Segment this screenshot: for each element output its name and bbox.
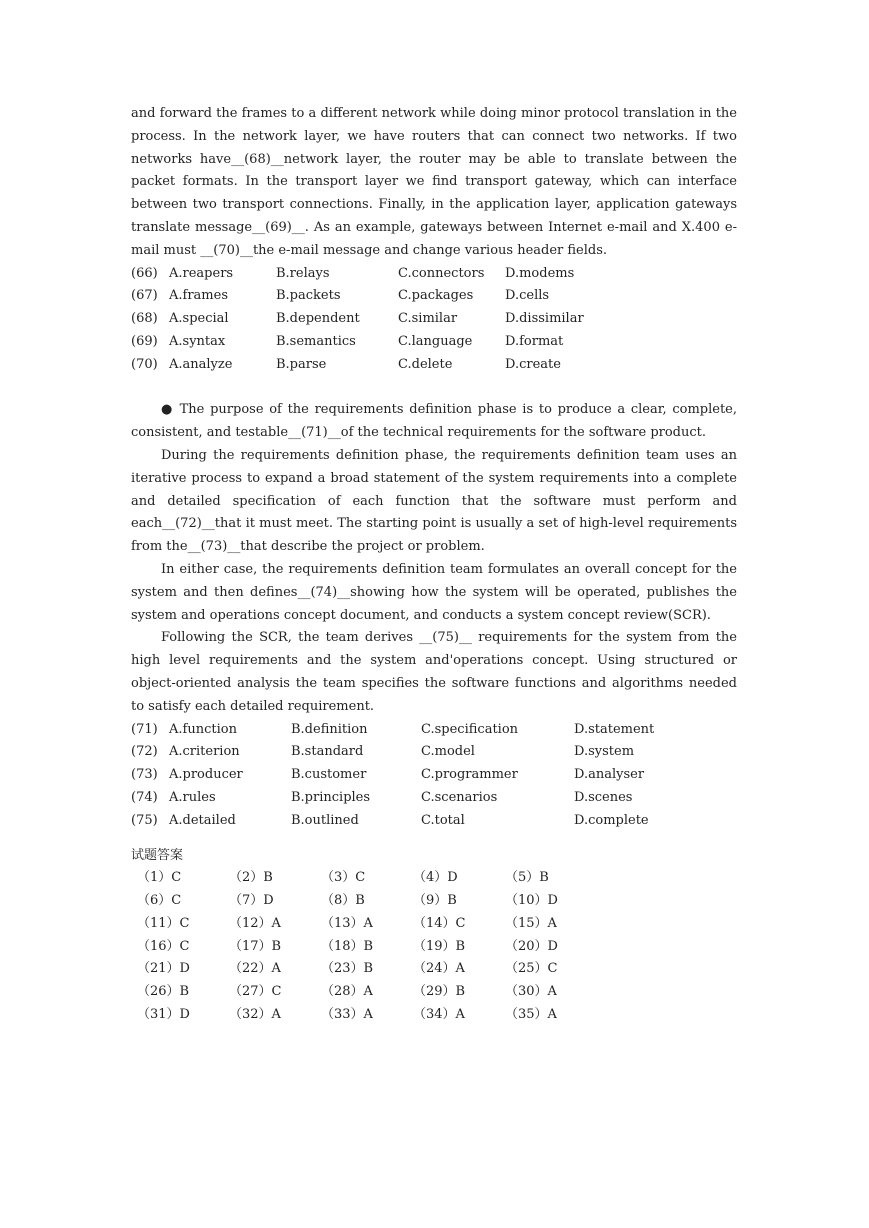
answer-row: （26）B （27）C （28）A （29）B （30）A — [137, 984, 557, 1000]
option-row: (69) A.syntax B.semantics C.language D.format — [131, 333, 564, 349]
option-row: (74) A.rules B.principles C.scenarios D.scenes — [131, 789, 633, 805]
answer-row: （6）C （7）D （8）B （9）B （10）D — [137, 893, 558, 909]
options-71-75 — [131, 719, 737, 833]
answer-row: （1）C （2）B （3）C （4）D （5）B — [137, 870, 549, 886]
answers-heading: 试题答案 — [131, 847, 184, 863]
answer-row: （31）D （32）A （33）A （34）A （35）A — [137, 1007, 557, 1023]
answer-row: （11）C （12）A （13）A （14）C （15）A — [137, 915, 557, 931]
option-row: (68) A.special B.dependent C.similar D.dissimilar — [131, 311, 584, 327]
option-row: (67) A.frames B.packets C.packages D.cells — [131, 288, 550, 304]
answer-row: （16）C （17）B （18）B （19）B （20）D — [137, 938, 558, 954]
answers-table — [131, 867, 737, 1027]
option-row: (66) A.reapers B.relays C.connectors D.modems — [131, 265, 575, 281]
document-body — [131, 103, 737, 1027]
answer-row: （21）D （22）A （23）B （24）A （25）C — [137, 961, 558, 977]
section-gap — [131, 377, 737, 400]
passage-requirements-p3: In either case, the requirements definition team formulates an overall concept for the system and then defines__(74)__showing how the system will be operated, publishes the system and operations concept document, and conducts a system concept review(SCR). — [131, 561, 737, 623]
option-row: (70) A.analyze B.parse C.delete D.create — [131, 356, 561, 372]
option-row: (72) A.criterion B.standard C.model D.system — [131, 744, 635, 760]
option-row: (75) A.detailed B.outlined C.total D.complete — [131, 812, 649, 828]
passage-networking: and forward the frames to a different network while doing minor protocol translation in the process. In the network layer, we have routers that can connect two networks. If two networks have__(68)__network layer, the router may be able to translate between the packet formats. In the transport layer we find transport gateway, which can interface between two transport connections. Finally, in the application layer, application gateways translate message__(69)__. As an example, gateways between Internet e-mail and X.400 e-mail must __(70)__the e-mail message and change various header fields. — [131, 106, 737, 258]
passage-requirements-intro: ● The purpose of the requirements definition phase is to produce a clear, complete, consistent, and testable__(71)__of the technical requirements for the software product. — [131, 402, 737, 441]
passage-requirements-p2: During the requirements definition phase, the requirements definition team uses an iterative process to expand a broad statement of the system requirements into a complete and detailed specification of each function that the software must perform and each__(72)__that it must meet. The starting point is usually a set of high-level requirements from the__(73)__that describe the project or problem. — [131, 447, 737, 555]
option-row: (71) A.function B.definition C.specification D.statement — [131, 721, 655, 737]
passage-requirements-p4: Following the SCR, the team derives __(75)__ requirements for the system from the high level requirements and the system and'operations concept. Using structured or object-oriented analysis the team specifies the software functions and algorithms needed to satisfy each detailed requirement. — [131, 630, 737, 714]
option-row: (73) A.producer B.customer C.programmer D.analyser — [131, 767, 645, 783]
options-66-70 — [131, 263, 737, 377]
